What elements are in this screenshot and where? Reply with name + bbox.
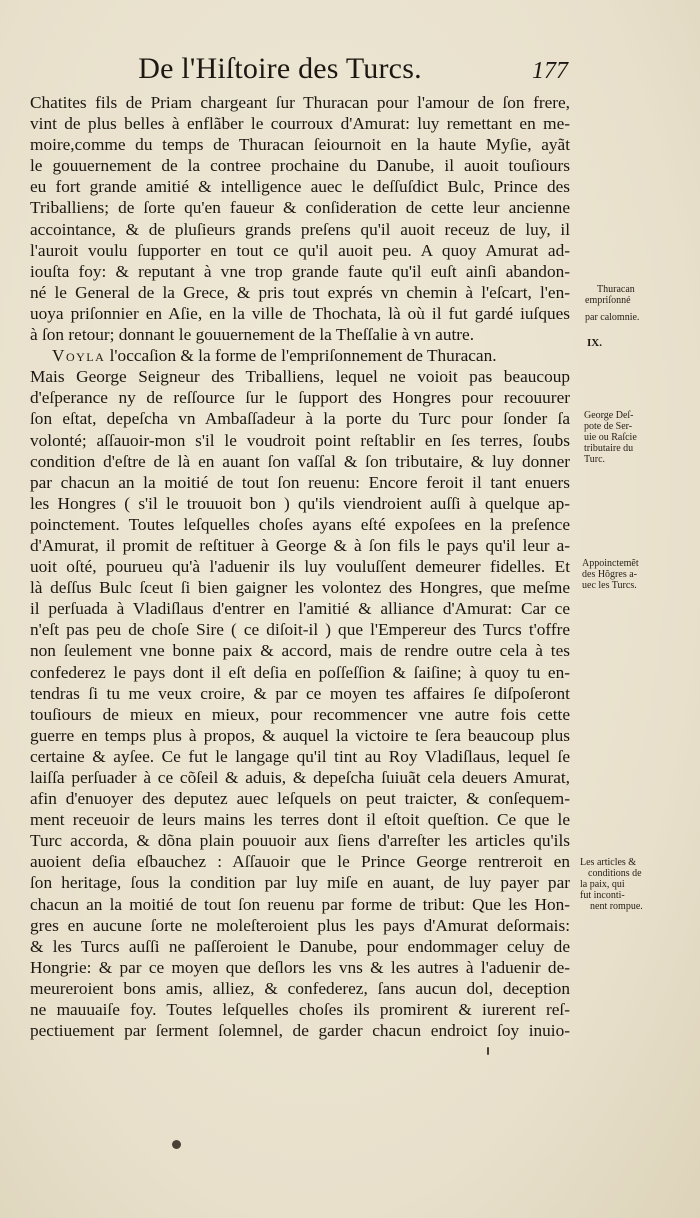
text-line: n'eſt pas peu de choſe Sire ( ce diſoit-il ) que l'Empereur des Turcs t'offre bbox=[30, 620, 570, 640]
small-caps-word: Voyla bbox=[52, 346, 106, 366]
text-line: là deſſus Bulc ſceut ſi bien gaigner les volontez des Hongres, que meſme bbox=[30, 578, 570, 598]
margin-note-george bbox=[584, 410, 664, 465]
margin-note-line: Thuracan bbox=[597, 284, 635, 295]
text-line: afin d'enuoyer des deputez auec leſquels on peut traicter, & conſequem- bbox=[30, 789, 570, 809]
text-line: il perſuada à Vladiſlaus d'entrer en l'amitié & alliance d'Amurat: Car ce bbox=[30, 599, 570, 619]
text-line: touſiours de mieux en mieux, pour recommencer vne autre fois cette bbox=[30, 704, 570, 724]
text-line: condition d'eſtre de là en auant ſon vaſſal & ſon tributaire, & luy donner bbox=[30, 451, 570, 471]
text-line: pectiuement par ſerment ſolemnel, de garder chacun endroict ſoy inuio- bbox=[30, 1021, 570, 1041]
margin-note-line: George Deſ- bbox=[584, 410, 634, 421]
text-line: confederez le pays dont il eſt deſia en poſſeſſion & ſaiſine; à quoy tu en- bbox=[30, 662, 570, 682]
text-line: Turc accorda, & dõna plain pouuoir aux ſiens d'arreſter les articles qu'ils bbox=[30, 831, 570, 851]
paragraph-number: IX. bbox=[587, 337, 602, 349]
text-line: guerre en temps plus à propos, & auquel la victoire te ſera beaucoup plus bbox=[30, 725, 570, 745]
margin-note-line: nent rompue. bbox=[590, 901, 643, 912]
text-line: chacun an la moitié de tout ſon reuenu par forme de tribut: Que les Hon- bbox=[30, 894, 570, 914]
text-line: Hongrie: & par ce moyen que deſlors les vns & les autres à l'aduenir de- bbox=[30, 957, 570, 977]
text-line: vint de plus belles à enflãber le courroux d'Amurat: luy remettant en me- bbox=[30, 114, 570, 134]
page-number: 177 bbox=[532, 58, 568, 84]
text-line: poinctement. Toutes leſquelles choſes ayans eſté expoſees en la preſence bbox=[30, 514, 570, 534]
text-line bbox=[30, 1041, 570, 1062]
text-line: eu fort grande amitié & intelligence auec le deſſuſdict Bulc, Prince des bbox=[30, 177, 570, 197]
margin-note-line: conditions de bbox=[588, 868, 642, 879]
text-line: certaine & ayſee. Ce fut le langage qu'il tint au Roy Vladiſlaus, lequel ſe bbox=[30, 746, 570, 766]
text-line: le gouuernement de la contree prochaine du Danube, il auoit touſiours bbox=[30, 156, 570, 176]
margin-note-line: Turc. bbox=[584, 454, 606, 465]
margin-note-line: fut inconti- bbox=[580, 890, 625, 901]
margin-note-line: par calomnie. bbox=[585, 312, 640, 323]
text-line: tendras ſi tu me veux croire, & par ce moyen tes affaires ſe diſpoſeront bbox=[30, 683, 570, 703]
running-head: De l'Hiſtoire des Turcs. bbox=[138, 52, 422, 85]
text-line: volonté; aſſauoir-mon s'il le voudroit point reſtablir en ſes terres, ſoubs bbox=[30, 430, 570, 450]
text-line: Mais George Seigneur des Triballiens, lequel ne voioit pas beaucoup bbox=[30, 367, 570, 387]
text-line: auoient deſia eſbauchez : Aſſauoir que le Prince George rentreroit en bbox=[30, 852, 570, 872]
text-line: l'auroit voulu ſupporter en tout ce qu'il auoit peu. A quoy Amurat ad- bbox=[30, 240, 570, 260]
text-line: non ſeulement vne bonne paix & accord, mais de rendre outre cela à tes bbox=[30, 641, 570, 661]
text-line: Chatites fils de Priam chargeant ſur Thuracan pour l'amour de ſon frere, bbox=[30, 93, 570, 112]
ink-speck bbox=[487, 1047, 489, 1055]
text-line: laiſſa perſuader à ce cõſeil & aduis, & depeſcha ſuiuãt cela deuers Amurat, bbox=[30, 768, 570, 787]
margin-note-articles bbox=[580, 857, 660, 912]
text-line: ſon eſtat, depeſcha vn Ambaſſadeur à la porte du Turc pour ſonder ſa bbox=[30, 409, 570, 429]
text-line: accointance, & de pluſieurs grands preſens qu'il auoit receuz de luy, il bbox=[30, 219, 570, 239]
text-line: uoya priſonnier en Aſie, en la ville de Thochata, là où il fut gardé iuſques bbox=[30, 303, 570, 323]
margin-note-line: uie ou Raſcie bbox=[584, 432, 637, 443]
text-line: iouſta foy: & reputant à vne trop grande faute qu'il euſt ainſi abandon- bbox=[30, 261, 570, 281]
margin-note-appoinctement bbox=[582, 558, 662, 591]
text-line: moire,comme du temps de Thuracan ſeiournoit en la haute Myſie, ayãt bbox=[30, 135, 570, 155]
body-text bbox=[30, 92, 570, 1062]
margin-note-thuracan bbox=[585, 284, 665, 323]
text-line: meureroient bons amis, alliez, & confederez, ſans aucun dol, deception bbox=[30, 978, 570, 998]
text-line: par chacun an la moitié de tout ſon reuenu: Encore feroit il tant enuers bbox=[30, 472, 570, 492]
margin-note-line: Appoinctemẽt bbox=[582, 558, 639, 569]
text-line: né le General de la Grece, & pris tout exprés vn chemin à l'eſcart, l'en- bbox=[30, 282, 570, 302]
text-line: Triballiens; de ſorte qu'en faueur & conſideration de cette leur ancienne bbox=[30, 198, 570, 218]
margin-note-line: la paix, qui bbox=[580, 879, 625, 890]
text-line: à ſon retour; donnant le gouuernement de la Theſſalie à vn autre. bbox=[30, 325, 475, 345]
margin-note-line: des Hõgres a- bbox=[582, 569, 637, 580]
text-line: ne mauuaiſe foy. Toutes leſquelles choſes ils promirent & iurerent reſ- bbox=[30, 1000, 570, 1020]
text-run: l'occaſion & la forme de l'empriſonnement de Thuracan. bbox=[105, 346, 497, 366]
text-line: ſon heritage, ſous la condition par luy miſe en auant, de luy payer par bbox=[30, 873, 570, 893]
text-line: d'Amurat, il promit de reſtituer à George & à ſon fils le pays qu'il leur a- bbox=[30, 535, 570, 555]
margin-note-line: Les articles & bbox=[580, 857, 637, 868]
margin-note-line: empriſonné bbox=[585, 295, 631, 306]
text-line: ment receuoir de leurs mains les terres dont il eſtoit queſtion. Ce que le bbox=[30, 810, 570, 830]
text-line: & les Turcs auſſi ne paſſeroient le Danube, pour endommager celuy de bbox=[30, 936, 570, 956]
text-line: gres en aucune ſorte ne moleſteroient plus les pays d'Amurat deſormais: bbox=[30, 915, 570, 935]
ink-blot bbox=[172, 1140, 181, 1149]
text-line: les Hongres ( s'il le trouuoit bon ) qu'ils viendroient auſſi à quelque ap- bbox=[30, 493, 570, 513]
text-line: d'eſperance ny de reſſource ſur le ſupport des Hongres pour recouurer bbox=[30, 388, 570, 408]
text-line: uoit oſté, pourueu qu'à l'aduenir ils luy vouluſſent demeurer fidelles. Et bbox=[30, 557, 570, 577]
margin-note-line: tributaire du bbox=[584, 443, 634, 454]
paragraph-opening-line bbox=[30, 345, 570, 366]
margin-note-line: uec les Turcs. bbox=[582, 580, 637, 591]
margin-note-line: pote de Ser- bbox=[584, 421, 633, 432]
